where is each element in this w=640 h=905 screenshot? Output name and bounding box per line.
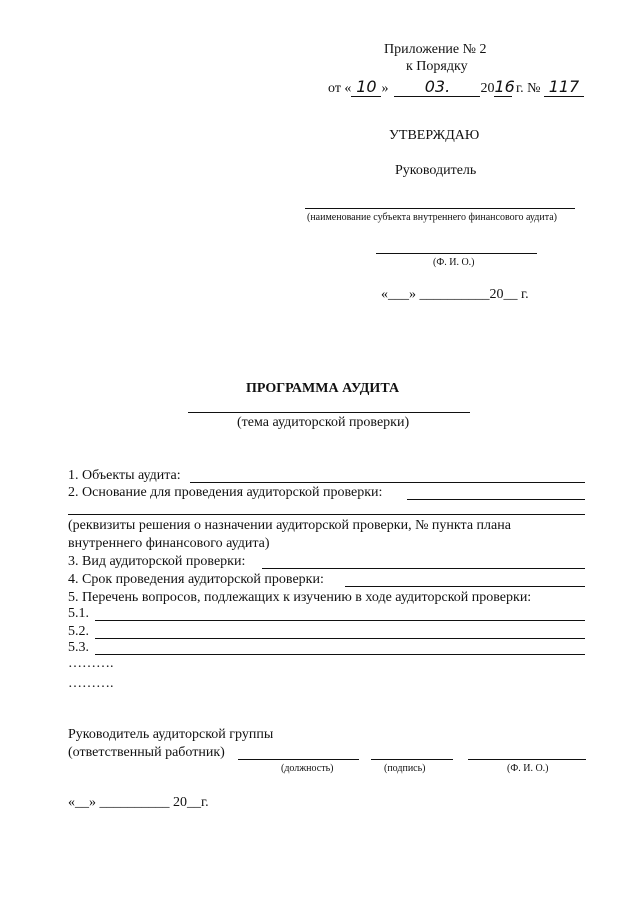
date-year-prefix: 20 [480,81,495,96]
approve-date: «___» __________20__ г. [381,287,529,302]
date-year-suffix: 16 [494,77,515,96]
position-caption: (должность) [281,763,334,774]
program-title: ПРОГРАММА АУДИТА [246,381,400,396]
item-type: 3. Вид аудиторской проверки: [68,554,246,569]
basis-caption-2: внутреннего финансового аудита) [68,536,270,551]
signature-line-1: Руководитель аудиторской группы [68,727,274,742]
signature-fio-caption: (Ф. И. О.) [507,763,549,774]
order-number: 117 [544,77,584,97]
item-questions: 5. Перечень вопросов, подлежащих к изучению в ходе аудиторской проверки: [68,590,532,605]
question-3-line [95,654,585,655]
basis-line [407,499,585,500]
date-mid: » [381,81,389,96]
order-date-line [328,77,584,97]
question-3: 5.3. [68,640,89,655]
entity-caption: (наименование субъекта внутреннего финансового аудита) [307,212,557,223]
date-prefix: от « [328,81,352,96]
question-1: 5.1. [68,606,89,621]
to-order-label: к Порядку [406,59,468,74]
signature-fio-line [468,759,586,760]
question-2: 5.2. [68,624,89,639]
objects-line [190,482,585,483]
question-1-line [95,620,585,621]
item-term: 4. Срок проведения аудиторской проверки: [68,572,324,587]
date-year-end: г. № [512,81,544,96]
signature-line-2: (ответственный работник) [68,745,225,760]
sign-caption: (подпись) [384,763,426,774]
dots-2: ………. [68,676,114,691]
question-2-line [95,638,585,639]
sign-line [371,759,453,760]
approve-head: Руководитель [395,163,477,178]
subject-line [188,412,470,413]
approve-title: УТВЕРЖДАЮ [389,128,480,143]
appendix-number: Приложение № 2 [384,42,487,57]
fio-line [376,253,537,254]
type-line [262,568,585,569]
item-objects: 1. Объекты аудита: [68,468,181,483]
entity-line [305,208,575,209]
item-basis: 2. Основание для проведения аудиторской проверки: [68,485,383,500]
dots-1: ………. [68,656,114,671]
date-day: 10 [351,77,381,97]
basis-caption-1: (реквизиты решения о назначении аудиторской проверки, № пункта плана [68,518,511,533]
fio-caption: (Ф. И. О.) [433,257,475,268]
date-month: 03. [394,77,480,97]
subject-caption: (тема аудиторской проверки) [237,415,410,430]
basis-line-2 [68,514,585,515]
signature-date: «__» __________ 20__г. [68,795,209,810]
term-line [345,586,585,587]
position-line [238,759,359,760]
